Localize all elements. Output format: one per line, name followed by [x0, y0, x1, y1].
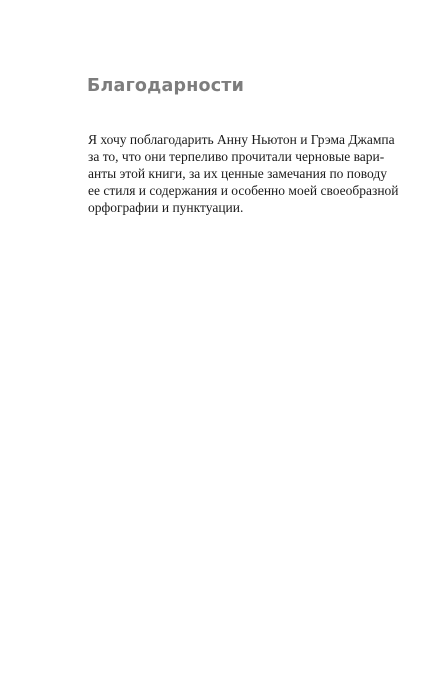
- paragraph-line: анты этой книги, за их ценные замечания по поводу: [88, 166, 388, 181]
- paragraph-line: ее стиля и содержания и особенно моей своеобразной: [88, 183, 399, 198]
- paragraph-line: за то, что они терпеливо прочитали черновые вари-: [88, 149, 385, 164]
- page-title: Благодарности: [87, 76, 245, 96]
- paragraph-line: Я хочу поблагодарить Анну Ньютон и Грэма Джампа: [88, 132, 395, 147]
- acknowledgements-paragraph: [88, 131, 399, 216]
- paragraph-line: орфографии и пунктуации.: [88, 200, 244, 215]
